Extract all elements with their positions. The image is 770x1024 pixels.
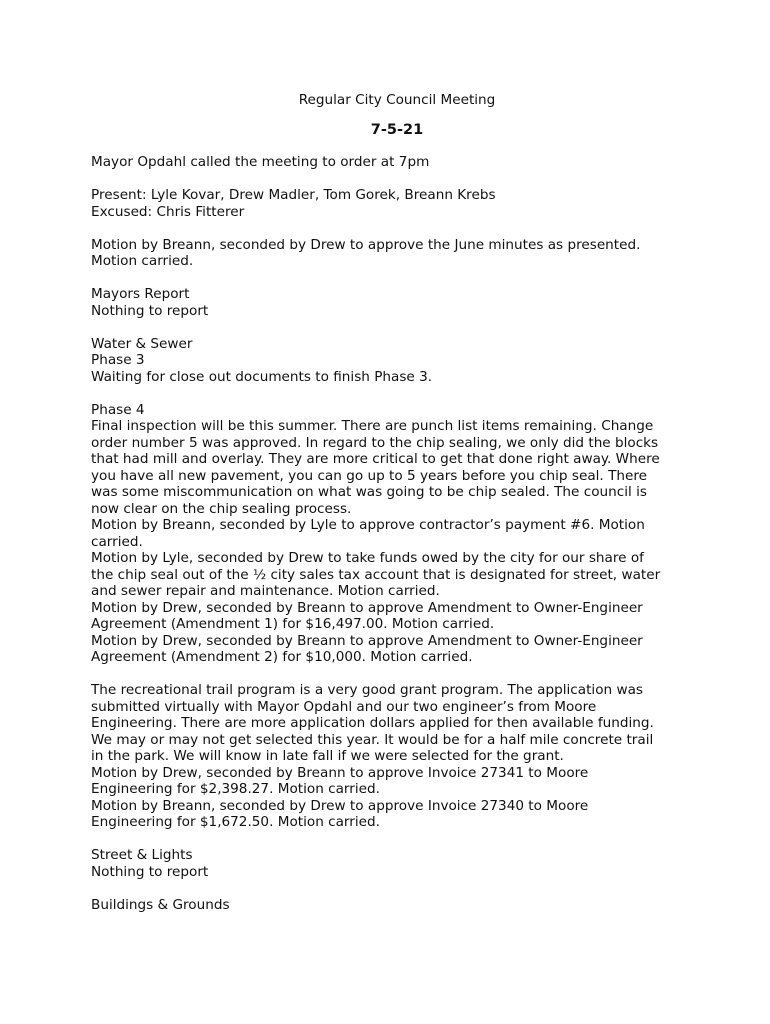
paragraph: [91, 682, 691, 831]
text-line: Motion by Breann, seconded by Drew to approve the June minutes as presented.: [91, 236, 641, 253]
paragraph: [91, 402, 691, 666]
text-line: Phase 3: [91, 352, 145, 368]
text-line: Water & Sewer: [91, 335, 193, 352]
text-line: Nothing to report: [91, 302, 209, 319]
meeting-date: 7-5-21: [370, 121, 424, 138]
paragraph: [91, 286, 691, 319]
text-line: was some miscommunication on what was going to be chip sealed. The council is: [91, 484, 647, 500]
text-line: Phase 4: [91, 401, 145, 418]
document-body: [91, 154, 691, 913]
text-line: Agreement (Amendment 1) for $16,497.00. Motion carried.: [91, 616, 495, 632]
text-line: Engineering for $2,398.27. Motion carried.: [91, 781, 380, 797]
text-line: Excused: Chris Fitterer: [91, 203, 245, 220]
text-line: in the park. We will know in late fall if we were selected for the grant.: [91, 748, 564, 764]
text-line: Agreement (Amendment 2) for $10,000. Motion carried.: [91, 649, 473, 665]
text-line: you have all new pavement, you can go up to 5 years before you chip seal. There: [91, 467, 648, 484]
text-line: submitted virtually with Mayor Opdahl and our two engineer’s from Moore: [91, 698, 597, 715]
text-line: Motion by Drew, seconded by Breann to approve Amendment to Owner-Engineer: [91, 599, 643, 616]
text-line: The recreational trail program is a very good grant program. The application was: [91, 682, 643, 698]
text-line: Engineering. There are more application dollars applied for then available funding.: [91, 715, 654, 731]
text-line: Motion carried.: [91, 253, 194, 269]
text-line: Motion by Breann, seconded by Drew to approve Invoice 27340 to Moore: [91, 797, 589, 814]
paragraph: [91, 847, 691, 880]
paragraph: [91, 237, 691, 270]
text-line: We may or may not get selected this year. It would be for a half mile concrete trail: [91, 731, 654, 748]
text-line: and sewer repair and maintenance. Motion carried.: [91, 583, 440, 599]
text-line: Mayor Opdahl called the meeting to order at 7pm: [91, 154, 430, 170]
text-line: Motion by Drew, seconded by Breann to approve Invoice 27341 to Moore: [91, 764, 589, 781]
text-line: Present: Lyle Kovar, Drew Madler, Tom Gorek, Breann Krebs: [91, 187, 496, 203]
text-line: carried.: [91, 533, 143, 550]
text-line: Nothing to report: [91, 863, 209, 880]
paragraph: [91, 897, 691, 914]
text-line: now clear on the chip sealing process.: [91, 500, 352, 517]
paragraph: [91, 336, 691, 386]
text-line: Engineering for $1,672.50. Motion carried.: [91, 814, 380, 830]
text-line: Final inspection will be this summer. There are punch list items remaining. Change: [91, 418, 654, 434]
text-line: order number 5 was approved. In regard to the chip sealing, we only did the blocks: [91, 434, 659, 451]
text-line: Motion by Drew, seconded by Breann to approve Amendment to Owner-Engineer: [91, 632, 643, 649]
text-line: Street & Lights: [91, 847, 193, 863]
text-line: Motion by Breann, seconded by Lyle to approve contractor’s payment #6. Motion: [91, 517, 645, 533]
text-line: Motion by Lyle, seconded by Drew to take funds owed by the city for our share of: [91, 550, 644, 566]
document-title: Regular City Council Meeting: [298, 92, 496, 108]
document-page: [91, 92, 691, 930]
text-line: Mayors Report: [91, 286, 190, 302]
paragraph: [91, 187, 691, 220]
paragraph: [91, 154, 691, 171]
text-line: Waiting for close out documents to finish Phase 3.: [91, 368, 433, 385]
text-line: the chip seal out of the ½ city sales tax account that is designated for street, water: [91, 566, 661, 583]
text-line: Buildings & Grounds: [91, 896, 230, 913]
text-line: that had mill and overlay. They are more critical to get that done right away. Where: [91, 451, 660, 467]
